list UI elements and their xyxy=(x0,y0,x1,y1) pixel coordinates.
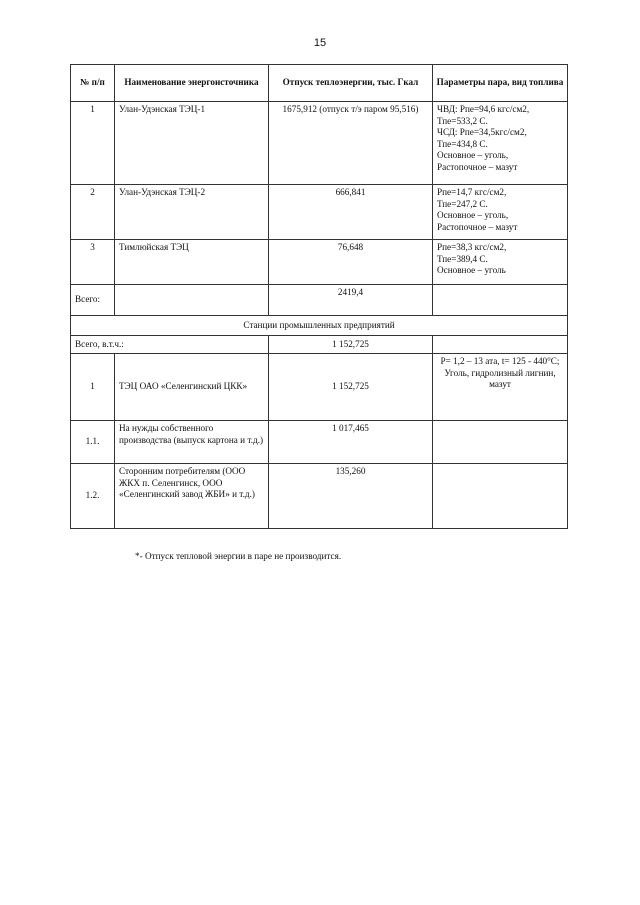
row-name: Улан-Удэнская ТЭЦ-2 xyxy=(115,185,269,240)
row-params: Рпе=38,3 кгс/см2, Тпе=389,4 С. Основное – уголь xyxy=(433,240,568,285)
table-row xyxy=(71,102,568,185)
row-supply: 666,841 xyxy=(269,185,433,240)
row-name: Улан-Удэнская ТЭЦ-1 xyxy=(115,102,269,185)
row-number: 1 xyxy=(71,102,115,185)
industrial-total-label: Всего, в.т.ч.: xyxy=(71,336,269,354)
table-row xyxy=(71,464,568,529)
table-row xyxy=(71,185,568,240)
header-params: Параметры пара, вид топлива xyxy=(433,65,568,102)
industrial-total-params-cell xyxy=(433,336,568,354)
row-params: Р= 1,2 – 13 ата, t= 125 - 440°С; Уголь, гидролизный лигнин, мазут xyxy=(433,354,568,421)
row-name: На нужды собственного производства (выпуск картона и т.д.) xyxy=(115,421,269,464)
footnote: *- Отпуск тепловой энергии в паре не производится. xyxy=(135,551,342,561)
row-supply: 76,648 xyxy=(269,240,433,285)
industrial-total-value: 1 152,725 xyxy=(269,336,433,354)
row-params: ЧВД: Рпе=94,6 кгс/см2, Тпе=533,2 С. ЧСД: Рпе=34,5кгс/см2, Тпе=434,8 С. Основное – уголь, Растопочное – мазут xyxy=(433,102,568,185)
row-supply: 135,260 xyxy=(269,464,433,529)
row-number: 1 xyxy=(71,354,115,421)
row-params xyxy=(433,464,568,529)
total-row xyxy=(71,285,568,316)
total-label: Всего: xyxy=(71,285,115,316)
row-name: Сторонним потребителям (ООО ЖКХ п. Селенгинск, ООО «Селенгинский завод ЖБИ» и т.д.) xyxy=(115,464,269,529)
section-row xyxy=(71,316,568,336)
page-number: 15 xyxy=(313,37,327,49)
total-empty-cell xyxy=(115,285,269,316)
header-supply: Отпуск теплоэнергии, тыс. Гкал xyxy=(269,65,433,102)
table-header-row xyxy=(71,65,568,102)
industrial-total-row xyxy=(71,336,568,354)
heat-sources-table xyxy=(70,64,568,529)
total-params-cell xyxy=(433,285,568,316)
row-number: 3 xyxy=(71,240,115,285)
row-supply: 1 017,465 xyxy=(269,421,433,464)
table-row xyxy=(71,240,568,285)
row-supply: 1675,912 (отпуск т/э паром 95,516) xyxy=(269,102,433,185)
row-name: ТЭЦ ОАО «Селенгинский ЦКК» xyxy=(115,354,269,421)
row-number: 1.2. xyxy=(71,464,115,529)
row-params: Рпе=14,7 кгс/см2, Тпе=247,2 С. Основное – уголь, Растопочное – мазут xyxy=(433,185,568,240)
total-value: 2419,4 xyxy=(269,285,433,316)
header-name: Наименование энергоисточника xyxy=(115,65,269,102)
table-row xyxy=(71,354,568,421)
row-name: Тимлюйская ТЭЦ xyxy=(115,240,269,285)
table-row xyxy=(71,421,568,464)
header-number: № п/п xyxy=(71,65,115,102)
row-number: 2 xyxy=(71,185,115,240)
row-params xyxy=(433,421,568,464)
section-title: Станции промышленных предприятий xyxy=(71,316,568,336)
row-supply: 1 152,725 xyxy=(269,354,433,421)
row-number: 1.1. xyxy=(71,421,115,464)
